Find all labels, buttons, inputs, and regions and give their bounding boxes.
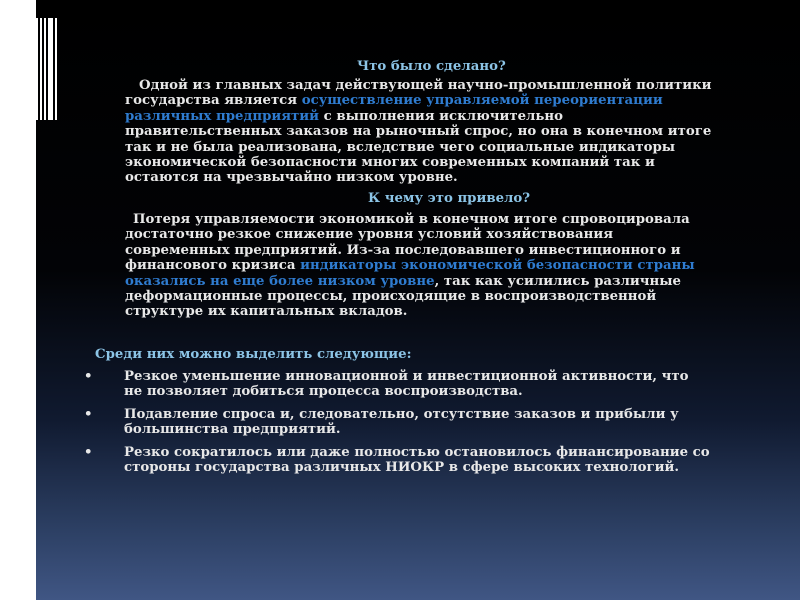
section-heading-result: К чему это привело?: [368, 191, 531, 206]
text-run: с выполнения исключительно: [319, 108, 564, 124]
list-item-line: стороны государства различных НИОКР в сфере высоких технологий.: [124, 460, 680, 476]
paragraph-done: [125, 78, 765, 186]
paragraph-line: достаточно резкое снижение уровня условий хозяйствования: [125, 227, 614, 243]
list-item-line: Подавление спроса и, следовательно, отсутствие заказов и прибыли у: [124, 406, 679, 422]
section-heading-done: Что было сделано?: [357, 59, 506, 74]
text-run: , так как усилились различные: [434, 273, 681, 289]
slide: [36, 0, 800, 600]
highlighted-text: индикаторы экономической безопасности страны: [300, 258, 695, 274]
paragraph-line: [125, 274, 765, 289]
highlighted-text: осуществление управляемой переориентации: [301, 93, 663, 109]
list-item-line: не позволяет добиться процесса воспроизводства.: [124, 384, 523, 400]
text-run: государства является: [125, 93, 302, 109]
paragraph-line: остаются на чрезвычайно низком уровне.: [125, 170, 458, 186]
paragraph-line: современных предприятий. Из-за последовавшего инвестиционного и: [125, 242, 681, 258]
highlighted-text: различных предприятий: [125, 108, 320, 124]
bullet-list: [84, 369, 774, 482]
paragraph-line: экономической безопасности многих современных компаний так и: [125, 155, 655, 171]
list-item-line: Резко сократилось или даже полностью остановилось финансирование со: [124, 444, 710, 460]
slide-content: [36, 0, 800, 600]
list-item: [84, 407, 774, 438]
paragraph-line: деформационные процессы, происходящие в воспроизводственной: [125, 289, 657, 305]
paragraph-line: [125, 93, 765, 108]
bullet-icon: •: [84, 444, 93, 460]
list-title: Среди них можно выделить следующие:: [95, 347, 412, 362]
paragraph-line: правительственных заказов на рыночный спрос, но она в конечном итоге: [125, 124, 712, 140]
list-item: [84, 445, 774, 476]
text-run: финансового кризиса: [125, 258, 301, 274]
highlighted-text: оказались на еще более низком уровне: [125, 273, 435, 289]
paragraph-line: структуре их капитальных вкладов.: [125, 304, 408, 320]
bullet-icon: •: [84, 369, 93, 384]
paragraph-line: [125, 258, 765, 273]
paragraph-line: Потеря управляемости экономикой в конечном итоге спровоцировала: [133, 212, 690, 227]
list-item-line: Резкое уменьшение инновационной и инвестиционной активности, что: [124, 369, 689, 384]
list-item: [84, 369, 774, 400]
slide-left-margin: [0, 0, 36, 600]
paragraph-line: Одной из главных задач действующей научно-промышленной политики: [139, 78, 712, 93]
paragraph-line: [125, 109, 765, 124]
paragraph-line: так и не была реализована, вследствие чего социальные индикаторы: [125, 139, 676, 155]
bullet-icon: •: [84, 406, 93, 422]
paragraph-result: [125, 212, 765, 320]
list-item-line: большинства предприятий.: [124, 422, 341, 438]
